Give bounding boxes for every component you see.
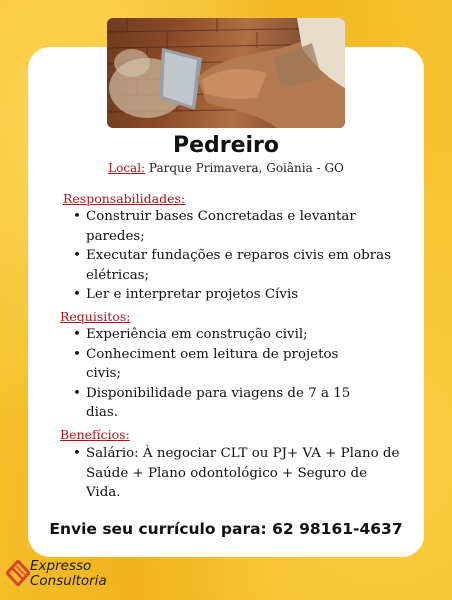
list-item: • Ler e interpretar projetos Cívis (73, 285, 393, 305)
brand-name (30, 559, 107, 589)
responsibilities-list (73, 207, 393, 305)
location-label: Local: (108, 161, 146, 175)
bricklayer-photo (107, 18, 345, 128)
list-item: • Salário: À negociar CLT ou PJ+ VA + Plano de Saúde + Plano odontológico + Seguro de Vida. (73, 444, 403, 503)
brand-line-2: Consultoria (30, 573, 107, 589)
brand-line-1: Expresso (30, 558, 92, 574)
job-title: Pedreiro (172, 133, 280, 158)
job-location (0, 161, 452, 175)
list-item: • Experiência em construção civil; (73, 325, 373, 345)
list-item: • Construir bases Concretadas e levantar paredes; (73, 207, 393, 246)
contact-cta: Envie seu currículo para: 62 98161-4637 (49, 520, 403, 538)
benefits-heading: Benefícios: (60, 427, 130, 442)
expresso-consultoria-logo-icon (6, 560, 30, 590)
benefits-list (73, 444, 403, 503)
list-item: • Conheciment oem leitura de projetos civis; (73, 345, 373, 384)
requirements-list (73, 325, 373, 423)
responsibilities-heading: Responsabilidades: (63, 191, 186, 206)
list-item: • Executar fundações e reparos civis em obras elétricas; (73, 246, 393, 285)
location-value: Parque Primavera, Goiânia - GO (148, 161, 344, 175)
list-item: • Disponibilidade para viagens de 7 a 15 dias. (73, 384, 373, 423)
requirements-heading: Requisitos: (60, 309, 131, 324)
